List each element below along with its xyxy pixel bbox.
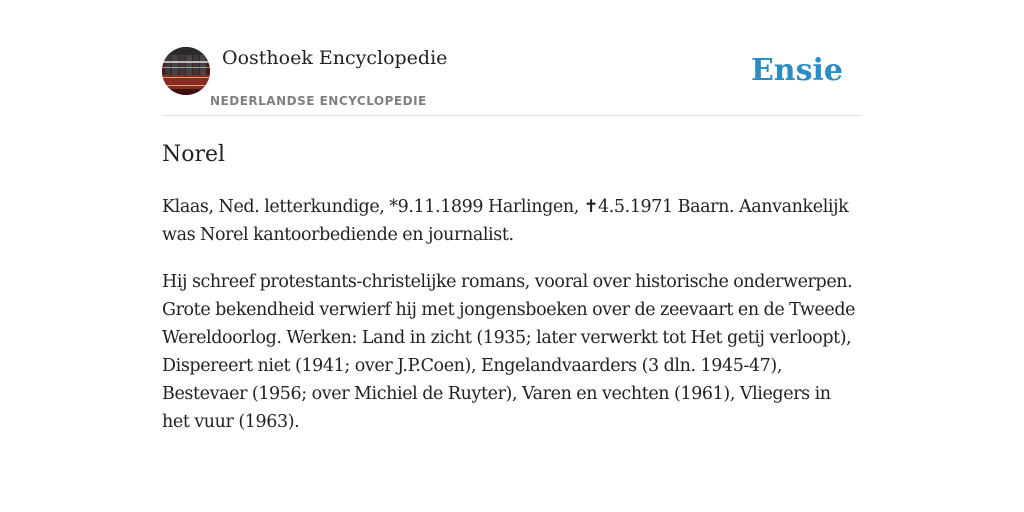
site-header	[162, 46, 862, 116]
ensie-brand-link[interactable]: Ensie	[750, 53, 843, 88]
entry-paragraph: Hij schreef protestants-christelijke romans, vooral over historische onderwerpen. Grote bekendheid verwierf hij met jongensboeken over de zeevaart en de Tweede Wereldoorlog. Werken: Land in zicht (1935; later verwerkt tot Het getij verloopt), Dispereert niet (1941; over J.P.Coen), Engelandvaarders (3 dln. 1945-47), Bestevaer (1956; over Michiel de Ruyter), Varen en vechten (1961), Vliegers in het vuur (1963).	[162, 272, 856, 432]
site-subtitle: NEDERLANDSE ENCYCLOPEDIE	[210, 94, 427, 108]
entry-title: Norel	[162, 142, 226, 167]
entry-paragraph: Klaas, Ned. letterkundige, *9.11.1899 Harlingen, ✝4.5.1971 Baarn. Aanvankelijk was Norel kantoorbediende en journalist.	[162, 197, 849, 245]
encyclopedia-books-logo-icon[interactable]	[162, 47, 210, 95]
entry-content	[162, 140, 862, 436]
site-title[interactable]: Oosthoek Encyclopedie	[222, 47, 448, 69]
